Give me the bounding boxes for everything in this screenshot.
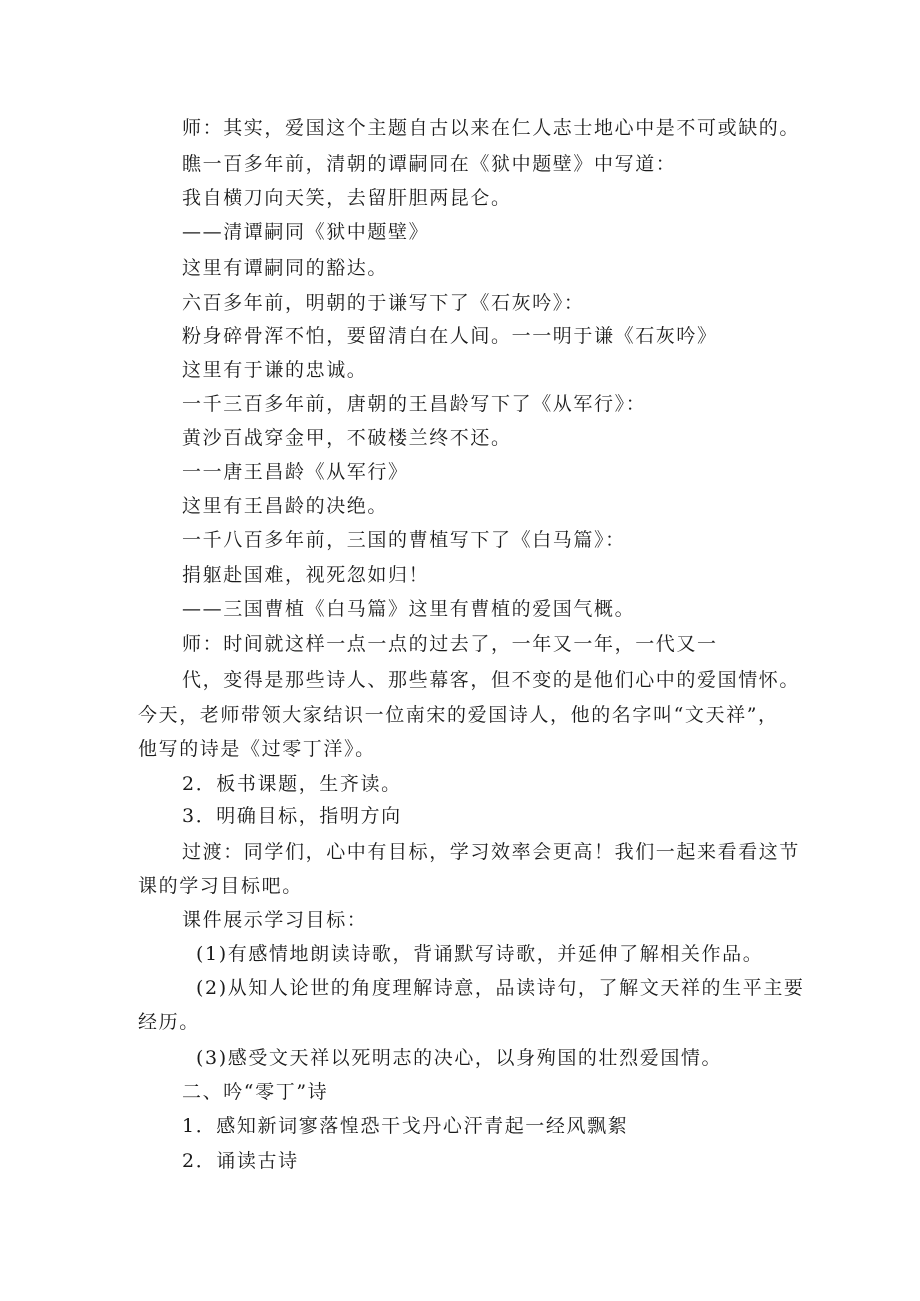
text-line: 一千三百多年前，唐朝的王昌龄写下了《从军行》： xyxy=(182,393,647,415)
text-line: 2．诵读古诗 xyxy=(182,1150,299,1172)
text-line: 代，变得是那些诗人、那些幕客，但不变的是他们心中的爱国情怀。 xyxy=(182,669,801,691)
text-line: 经历。 xyxy=(138,1011,200,1033)
text-line: 这里有于谦的忠诚。 xyxy=(182,359,368,381)
text-line: 这里有谭嗣同的豁达。 xyxy=(182,257,389,279)
text-line: 课件展示学习目标： xyxy=(182,909,368,931)
text-line: 今天，老师带领大家结识一位南宋的爱国诗人，他的名字叫“文天祥”， xyxy=(138,704,779,726)
text-line: 黄沙百战穿金甲，不破楼兰终不还。 xyxy=(182,427,512,449)
text-line: (3)感受文天祥以死明志的决心，以身殉国的壮烈爱国情。 xyxy=(196,1047,723,1069)
text-line: 2．板书课题，生齐读。 xyxy=(182,773,402,795)
text-line: 二、吟“零丁”诗 xyxy=(182,1081,329,1103)
text-line: 过渡：同学们，心中有目标，学习效率会更高！我们一起来看看这节 xyxy=(182,841,801,863)
text-line: 课的学习目标吧。 xyxy=(138,875,303,897)
text-line: ——三国曹植《白马篇》这里有曹植的爱国气概。 xyxy=(182,598,636,620)
text-line: 师：时间就这样一点一点的过去了，一年又一年，一代又一 xyxy=(182,633,718,655)
text-line: 他写的诗是《过零丁洋》。 xyxy=(138,738,376,760)
text-line: 粉身碎骨浑不怕，要留清白在人间。一一明于谦《石灰吟》 xyxy=(182,325,718,347)
text-line: 一千八百多年前，三国的曹植写下了《白马篇》： xyxy=(182,529,626,551)
text-line: ——清谭嗣同《狱中题壁》 xyxy=(182,221,430,243)
text-line: (2)从知人论世的角度理解诗意，品读诗句，了解文天祥的生平主要 xyxy=(196,977,805,999)
text-line: (1)有感情地朗读诗歌，背诵默写诗歌，并延伸了解相关作品。 xyxy=(196,943,764,965)
text-line: 师：其实，爱国这个主题自古以来在仁人志士地心中是不可或缺的。 xyxy=(182,117,801,139)
text-line: 六百多年前，明朝的于谦写下了《石灰吟》： xyxy=(182,292,585,314)
text-line: 捐躯赴国难，视死忽如归！ xyxy=(182,564,430,586)
text-line: 3．明确目标，指明方向 xyxy=(182,805,402,827)
text-line: 瞧一百多年前，清朝的谭嗣同在《狱中题壁》中写道： xyxy=(182,153,677,175)
text-line: 这里有王昌龄的决绝。 xyxy=(182,495,389,517)
text-line: 1．感知新词寥落惶恐干戈丹心汗青起一经风飘絮 xyxy=(182,1115,629,1137)
text-line: 我自横刀向天笑，去留肝胆两昆仑。 xyxy=(182,187,512,209)
text-line: 一一唐王昌龄《从军行》 xyxy=(182,461,409,483)
